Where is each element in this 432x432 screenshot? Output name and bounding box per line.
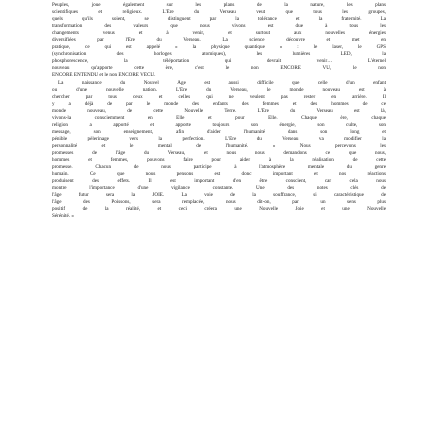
- text-line: Sérénité. »: [52, 213, 74, 220]
- text-line: scientifiques et religieux. L'Ère du Verseau veut que tous les groupes,: [52, 9, 386, 16]
- text-line: quels qu'ils soient, se distinguent par la tolérance et la fraternité. La: [52, 16, 386, 23]
- text-line: transformation des valeurs que nous vivons est due à tous les: [52, 23, 386, 30]
- text-line: monde nouveau, de cette Nouvelle Terre. L'Ère du Verseau est là,: [52, 107, 386, 114]
- text-line: pratique, ce qui est appelé « la physique quantique » : le laser, le GPS: [52, 44, 386, 51]
- text-line: vivons-la consciemment en Elle et pour Elle. Chaque ère, chaque: [52, 114, 386, 121]
- text-line: phosphorescence, la téléportation qui devrait venir… L'éternel: [52, 58, 386, 65]
- text-line: l'âge futur sera la JOIE. La voie de la souffrance, si caractéristique de: [52, 192, 386, 199]
- body-text: [52, 2, 386, 220]
- text-line: Peuples, joue également sur les plans de la nature, les plans: [52, 2, 386, 8]
- text-line: nouveau qu'apporte cette ère, c'est le non ENCORE VU, le non: [52, 65, 386, 72]
- text-line: message, son enseignement, afin d'aider l'humanité dans son long et: [52, 128, 386, 135]
- text-line: La naissance du Nouvel Âge est aussi difficile que celle d'un enfant: [58, 79, 386, 86]
- text-line: pénible pèlerinage vers la perfection. L'Ère du Verseau va modifier la: [52, 135, 386, 142]
- text-line: religion a apporté et apporte toujours son énergie, son culte, son: [52, 121, 386, 128]
- text-line: positif de la réalité, et ceci créera une Nouvelle Joie et une Nouvelle: [52, 206, 386, 213]
- text-line: promesses de l'âge du Verseau, et nous nous demandons ce que nous,: [52, 149, 386, 156]
- text-line: humain. Ce que nous pensons est donc important et nos réactions: [52, 171, 386, 178]
- text-line: chercher par tous ceux et celles qui ne veulent pas rester en arrière. Il: [52, 93, 386, 100]
- text-line: ENCORE ENTENDU et le non ENCORE VÉCU.: [52, 72, 156, 79]
- text-line: promesse. Chacun de nous participe à l'atmosphère mentale du genre: [52, 164, 386, 171]
- text-line: changements venus et à venir, et surtout aux nouvelles énergies: [52, 30, 386, 37]
- text-line: diversifiées par l'Ère du Verseau. La science découvre et met en: [52, 37, 386, 44]
- text-line: produisent des effets. Il est important d'en être conscient, car cela nous: [52, 178, 386, 185]
- text-line: hommes et femmes, pouvons faire pour aider à la réalisation de cette: [52, 157, 386, 164]
- text-line: personnalité et le mental de l'humanité. « Nous percevons les: [52, 142, 386, 149]
- text-line: montre l'importance d'une vigilance constante. Une des notes clés de: [52, 185, 386, 192]
- text-line: (synchronisation des horloges atomiques), les lumières LED, la: [52, 51, 386, 58]
- text-line: ou d'une nouvelle nation. L'Ère du Verseau, le monde nouveau est à: [52, 86, 386, 93]
- text-line: l'âge des Poissons, sera remplacée, nous dit-on, par un sens plus: [52, 199, 386, 206]
- text-line: y a déjà de par le monde des enfants des femmes et des hommes de ce: [52, 100, 386, 107]
